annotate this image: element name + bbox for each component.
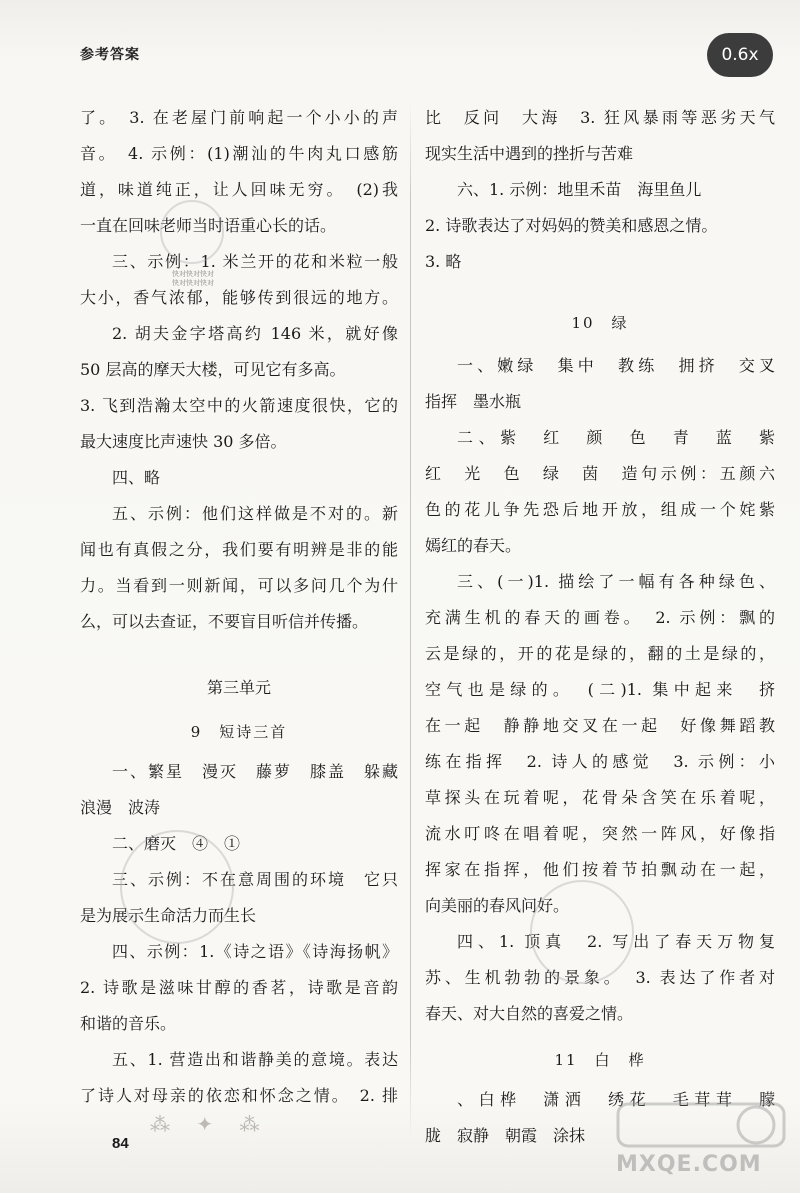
text-line-content: 50 层高的摩天大楼，可见它有多高。 (80, 360, 346, 379)
text-line-content: 五、1. 营造出和谐静美的意境。表达 (112, 1050, 398, 1069)
text-line-content: 、白桦 潇洒 绣花 毛茸茸 朦 (457, 1090, 775, 1109)
text-line-content: 3. 略 (425, 252, 462, 271)
text-line (80, 280, 398, 316)
text-line-content: 空气也是绿的。 (二)1. 集中起来 挤 (425, 680, 775, 699)
header-label: 参考答案 (80, 47, 140, 63)
text-line (425, 600, 775, 636)
text-line-content: 红 光 色 绿 茵 造句示例：五颜六 (425, 464, 775, 483)
text-line-content: 苏、生机勃勃的景象。 3. 表达了作者对 (425, 968, 775, 987)
text-line (425, 100, 775, 136)
text-line (80, 934, 398, 970)
text-line (425, 348, 775, 384)
text-line-content: 五、示例：他们这样做是不对的。新 (112, 504, 398, 523)
text-line (425, 492, 775, 528)
text-line-content: 是为展示生命活力而生长 (80, 906, 257, 925)
text-line-content: 比 反问 大海 3. 狂风暴雨等恶劣天气 (425, 108, 775, 127)
text-line (425, 528, 775, 564)
text-line-content: 指挥 墨水瓶 (425, 392, 522, 411)
left-answers-block (80, 100, 398, 640)
text-line-content: 最大速度比声速快 30 多倍。 (80, 432, 287, 451)
text-line-content: 向美丽的春风问好。 (425, 896, 570, 915)
lesson-10-title (425, 298, 775, 348)
text-line-content: 闻也有真假之分，我们要有明辨是非的能 (80, 540, 398, 559)
text-line-content: 四、略 (112, 468, 161, 487)
unit-title (80, 670, 398, 714)
text-line-content: 胧 寂静 朝霞 涂抹 (425, 1126, 586, 1145)
text-line (425, 744, 775, 780)
text-line-content: 力。当看到一则新闻，可以多问几个为什 (80, 576, 398, 595)
text-line-content: 了诗人对母亲的依恋和怀念之情。 2. 排 (80, 1086, 398, 1105)
handwriting-mark: 快对快对快对 快对快对快对 (172, 270, 214, 287)
text-line-content: 在一起 静静地交叉在一起 好像舞蹈教 (425, 716, 775, 735)
text-line (80, 532, 398, 568)
text-line (80, 754, 398, 790)
column-divider (410, 100, 411, 1140)
text-line (425, 564, 775, 600)
text-line-content: 四、示例：1.《诗之语》《诗海扬帆》 (112, 942, 398, 961)
lesson-11-title (425, 1038, 775, 1082)
text-line-content: 二、磨灭 ④ ① (112, 834, 241, 853)
text-line-content: 道，味道纯正，让人回味无穷。 (2)我 (80, 180, 398, 199)
text-line-content: 大小，香气浓郁，能够传到很远的地方。 (80, 288, 398, 307)
text-line-content: 春天、对大自然的喜爱之情。 (425, 1004, 634, 1023)
right-answers-block (425, 100, 775, 280)
text-line (425, 636, 775, 672)
text-line-content: 了。 3. 在老屋门前响起一个小小的声 (80, 108, 398, 127)
faint-stamp (530, 880, 634, 984)
footer-decoration: ⁂ ✦ ⁂ (150, 1112, 270, 1136)
text-line (80, 172, 398, 208)
text-line (425, 136, 775, 172)
text-line-content: 现实生活中遇到的挫折与苦难 (425, 144, 634, 163)
text-line-content: 三、(一)1. 描绘了一幅有各种绿色、 (457, 572, 775, 591)
text-line (80, 424, 398, 460)
text-line-content: 六、1. 示例：地里禾苗 海里鱼儿 (457, 180, 702, 199)
text-line-content: 一直在回味老师当时语重心长的话。 (80, 216, 337, 235)
text-line (80, 100, 398, 136)
text-line (80, 208, 398, 244)
text-line-content: 浪漫 波涛 (80, 798, 161, 817)
faint-stamp (160, 200, 224, 264)
text-line (80, 388, 398, 424)
left-column (80, 100, 398, 1114)
text-line-content: 音。 4. 示例：(1)潮汕的牛肉丸口感筋 (80, 144, 398, 163)
text-line (80, 496, 398, 532)
text-line-content: 云是绿的，开的花是绿的，翻的土是绿的， (425, 644, 775, 663)
text-line (80, 316, 398, 352)
text-line (425, 672, 775, 708)
text-line (425, 384, 775, 420)
text-line (425, 172, 775, 208)
text-line-content: 四、1. 顶真 2. 写出了春天万物复 (457, 932, 775, 951)
text-line-content: 二、紫 红 颜 色 青 蓝 紫 (457, 428, 775, 447)
lesson-9-answers-block (80, 754, 398, 1114)
text-line (80, 1078, 398, 1114)
text-line (80, 970, 398, 1006)
text-line-content: 一、嫩绿 集中 教练 拥挤 交叉 (457, 356, 775, 375)
faint-stamp (120, 830, 234, 944)
lesson-11-title-text: 11 白 桦 (554, 1051, 646, 1069)
text-line (80, 136, 398, 172)
text-line (80, 1042, 398, 1078)
page-number: 84 (112, 1135, 129, 1152)
text-line (80, 244, 398, 280)
text-line-content: 草探头在玩着呢，花骨朵含笑在乐着呢， (425, 788, 775, 807)
text-line (425, 780, 775, 816)
lesson-9-title-text: 9 短诗三首 (190, 723, 288, 741)
lesson-10-title-text: 10 绿 (571, 314, 629, 332)
text-line-content: 嫣红的春天。 (425, 536, 522, 555)
lesson-9-title (80, 714, 398, 754)
text-line (425, 208, 775, 244)
text-line-content: 色的花儿争先恐后地开放，组成一个姹紫 (425, 500, 775, 519)
text-line-content: 2. 诗歌是滋味甘醇的香茗，诗歌是音韵 (80, 978, 398, 997)
text-line-content: 挥家在指挥，他们按着节拍飘动在一起， (425, 860, 775, 879)
watermark-text: MXQE.COM (616, 1152, 762, 1177)
text-line (425, 708, 775, 744)
text-line-content: 三、示例：不在意周围的环境 它只 (112, 870, 398, 889)
text-line (80, 1006, 398, 1042)
text-line (80, 568, 398, 604)
text-line (425, 456, 775, 492)
text-line (80, 790, 398, 826)
text-line (80, 604, 398, 640)
text-line (80, 352, 398, 388)
text-line-content: 2. 诗歌表达了对妈妈的赞美和感恩之情。 (425, 216, 718, 235)
zoom-level-badge[interactable]: 0.6x (707, 33, 773, 77)
text-line (425, 996, 775, 1032)
text-line-content: 么，可以去查证，不要盲目听信并传播。 (80, 612, 369, 631)
text-line-content: 2. 胡夫金字塔高约 146 米，就好像 (112, 324, 398, 343)
text-line-content: 和谐的音乐。 (80, 1014, 177, 1033)
text-line (425, 420, 775, 456)
text-line-content: 三、示例：1. 米兰开的花和米粒一般 (112, 252, 398, 271)
text-line (80, 460, 398, 496)
text-line-content: 练在指挥 2. 诗人的感觉 3. 示例：小 (425, 752, 775, 771)
text-line-content: 充满生机的春天的画卷。 2. 示例：飘的 (425, 608, 775, 627)
unit-title-text: 第三单元 (206, 678, 271, 697)
text-line-content: 3. 飞到浩瀚太空中的火箭速度很快，它的 (80, 396, 398, 415)
right-column (425, 100, 775, 1154)
text-line-content: 一、繁星 漫灭 藤萝 膝盖 躲藏 (112, 762, 398, 781)
text-line (425, 244, 775, 280)
text-line (425, 816, 775, 852)
text-line-content: 流水叮咚在唱着呢，突然一阵风，好像指 (425, 824, 775, 843)
